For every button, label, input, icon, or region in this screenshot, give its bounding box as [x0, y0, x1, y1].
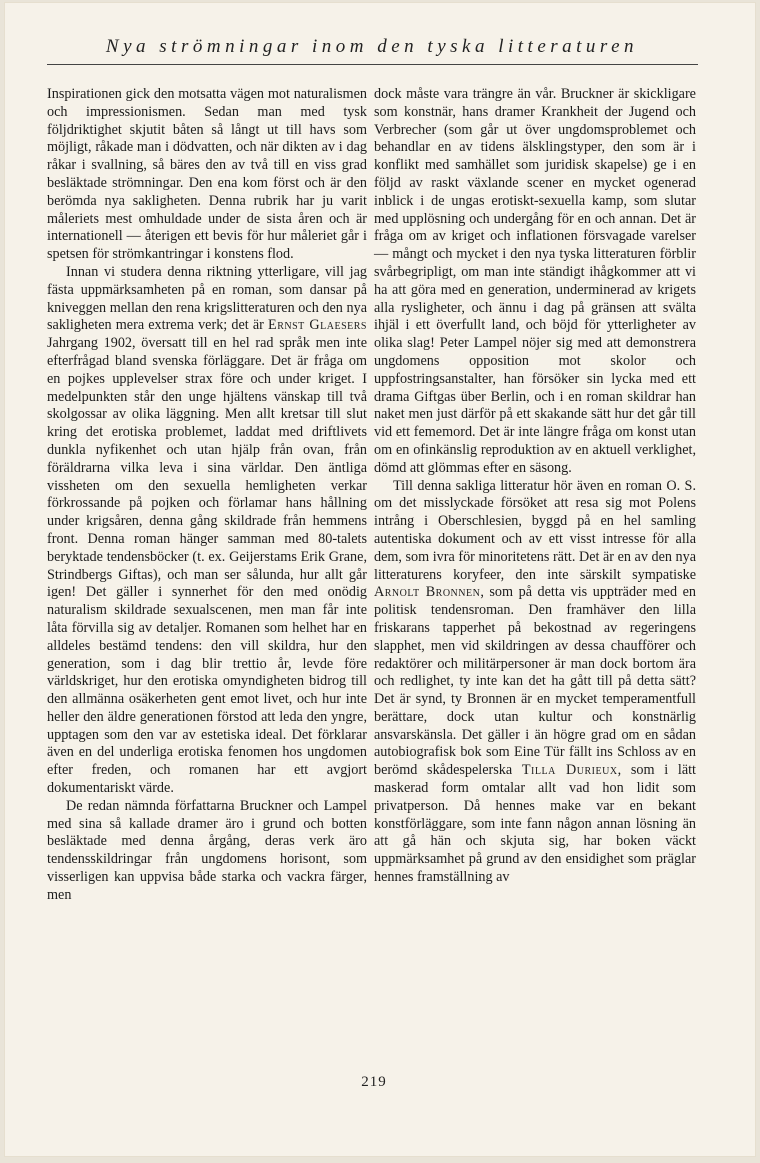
- paragraph-text: , som på detta vis uppträder med en politisk tendensroman. Den framhäver den lilla friskarans tapperhet på bekostnad av regeringens slapphet, men vid skildringen av dessa chaufförer och redaktörer och militärpersoner är man dock bortom ära och redlighet, ty inte kan det ha gått till på detta sätt? Det är synd, ty Bronnen är en mycket temperamentfull berättare, dock utan kultur och konstnärlig ansvarskänsla. Det gäller i än högre grad om en sådan autobiografisk bok som Eine Tür fällt ins Schloss av en berömd skådespelerska: [374, 584, 696, 779]
- paragraph-text: Jahrgang 1902, översatt till en hel rad språk men inte efterfrågad bland svenska förläggare. Det är fråga om en pojkes upplevelser strax före och under kriget. I medelpunkten står den unge hjältens vänskap till två skolgossar av olika läggning. Men allt kretsar till slut kring det erotiska problemet, laddat med driftlivets dunkla nyfikenhet och utan hjälp från ovan, från föräldrarna vilka leva i sina världar. Den äntliga vissheten om den sexuella hemligheten verkar förkrossande på pojken och förlamar hans hållning under krigsåren, denna gång skildrade från hemmens front. Denna roman hänger samman med 80-talets beryktade tendensböcker (t. ex. Geijerstams Erik Grane, Strindbergs Giftas), och man ser sålunda, hur allt går igen! Det gäller i synnerhet för den med onödig naturalism skildrade sexualscenen, men man får inte låta förvilla sig av detaljer. Romanen som helhet har en alldeles bestämd tendens: den vill skildra, hur den generation, som i dag blir trettio år, levde före världskriget, hur den erotiska omyndigheten bidrog till den allmänna osäkerheten gent emot livet, och hur inte heller den äldre generationen förstod att leda den yngre, upptagen som den var av estetiska ideal. Det förklarar även en del underliga erotiska fenomen hos ungdomen efter freden, och romanen har ett avgjort dokumentariskt värde.: [47, 335, 367, 797]
- author-name: Arnolt Bronnen: [374, 584, 481, 601]
- paragraph: Inspirationen gick den motsatta vägen mot naturalismen och impressionismen. Sedan man med tysk följdriktighet skjutit båten så långt ut till havs som möjligt, råkade man i dödvatten, och när dikten av i dag råkar i svallning, så bäres den av två till en viss grad besläktade strömningar. Den ena kom först och är den berömda nya sakligheten. Denna rubrik har ju varit måleriets mest omhuldade under de sista åren och är internationell — återigen ett bevis för hur måleriet går i spetsen för strömkantringar i konstens flod.: [47, 86, 367, 263]
- author-name: Tilla Durieux: [521, 762, 618, 779]
- author-name: Ernst Glaesers: [268, 317, 367, 334]
- running-title: Nya strömningar inom den tyska litteraturen: [105, 36, 639, 57]
- paragraph: [374, 478, 696, 887]
- book-page: [4, 2, 756, 1157]
- paragraph: dock måste vara trängre än vår. Bruckner är skickligare som konstnär, hans dramer Krankheit der Jugend och Verbrecher (som går ut över ungdomsproblemet och behandlar en av tidens älsklingstyper, den som är i konflikt med samhället som juridisk skapelse) ge i en följd av raskt växlande scener en mycket ogenerad inblick i de ungas erotiskt-sexuella kamp, som slutar med upplösning och undergång för en och annan. Det är fråga om av kriget och inflationen försvagade varelser — mångt och mycket i den nya tyska litteraturen förblir svårbegripligt, om man inte ständigt ihågkommer att vi ha att göra med en generation, underminerad av krigets alla rysligheter, och ännu i dag på gränsen att svälta ihjäl i ett överfullt land, och böjd för ytterligheter av olika slag! Peter Lampel nöjer sig med att demonstrera ungdomens opposition mot skolor och uppfostringsanstalter, han försöker sin lycka med ett drama Giftgas über Berlin, och i en roman skildrar han naket men just därför på ett skakande sätt hur det går till vid ett fememord. Det är inte längre fråga om konst utan om en ofinkänslig reproduktion av en aktuell verklighet, dömd att glömmas efter en säsong.: [374, 86, 696, 476]
- paragraph-text: Till denna sakliga litteratur hör även en roman O. S. om det misslyckade försöket att resa sig mot Polens intrång i Oberschlesien, byggd på en hel samling autentiska dokument och av ett visst intresse för alla dem, som ivra för minoritetens rätt. Det är en av den nya litteraturens koryfeer, den inte särskilt sympatiske: [374, 477, 696, 583]
- paragraph: [47, 264, 367, 798]
- page-number: 219: [361, 1074, 387, 1090]
- header-rule: [47, 64, 698, 65]
- paragraph: De redan nämnda författarna Bruckner och Lampel med sina så kallade dramer äro i grund och botten besläktade med denna årgång, deras verk äro tendensskildringar från ungdomens horisont, som visserligen kan uppvisa både starka och vackra färger, men: [47, 797, 367, 903]
- left-column: [47, 86, 367, 905]
- paragraph-text: Innan vi studera denna riktning ytterligare, vill jag fästa uppmärksamheten på en roman, som dansar på kniveggen mellan den rena krigslitteraturen och den nya sakligheten mera extrema verk; det är: [47, 263, 367, 334]
- paragraph-text: , som i lätt maskerad form omtalar allt vad hon lidit som privatperson. Då hennes make var en bekant konstförläggare, som inte fann någon annan lösning än att gå hän och skjuta sig, har boken väckt uppmärksamhet på grund av den ensidighet som präglar hennes framställning av: [374, 762, 697, 886]
- right-column: [374, 86, 696, 887]
